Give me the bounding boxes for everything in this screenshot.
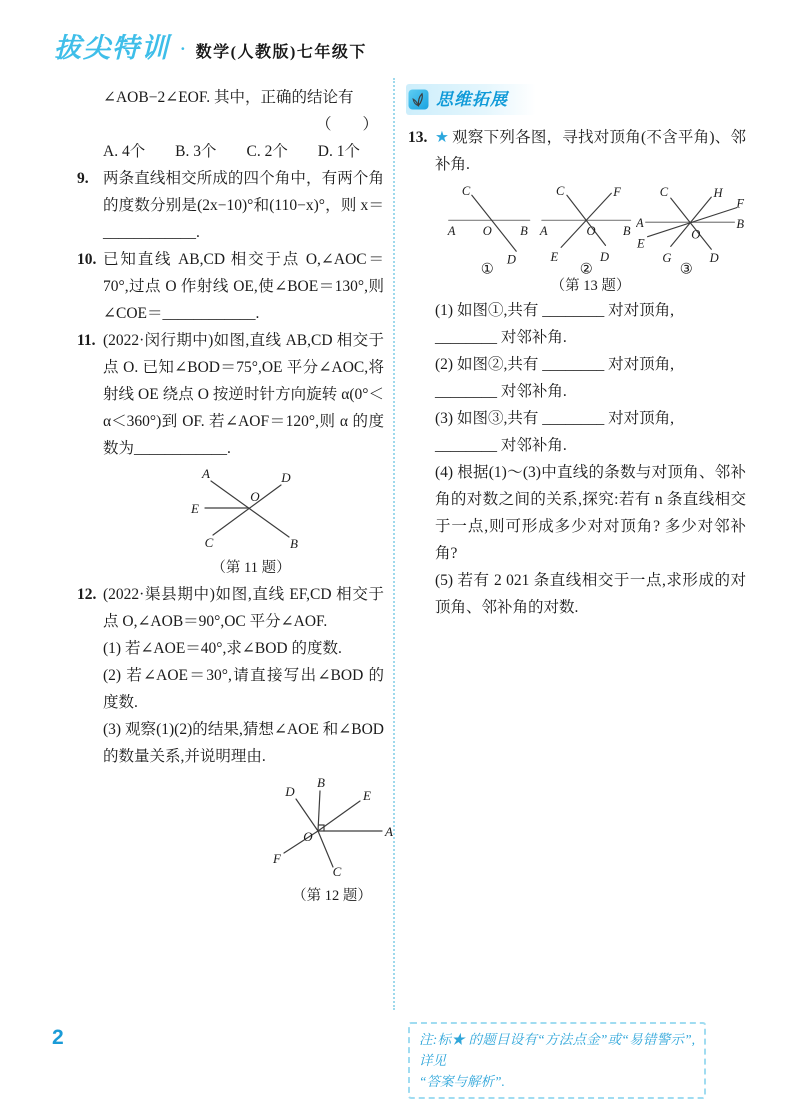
- label-C: C: [555, 184, 564, 199]
- label-D: D: [599, 249, 609, 264]
- label-O: O: [691, 227, 701, 242]
- figure-tag-2: ②: [579, 261, 593, 276]
- label-E: E: [191, 501, 199, 516]
- figure-q13-1: [439, 182, 536, 276]
- right-column: [408, 84, 746, 621]
- label-C: C: [659, 185, 669, 200]
- label-A: A: [202, 466, 210, 481]
- figure-q12-caption: （第 12 题）: [292, 888, 372, 904]
- figure-q13-2: [536, 182, 636, 276]
- question-13-text: 观察下列各图，寻找对顶角(不含平角)、邻补角.: [435, 129, 746, 173]
- label-H: H: [713, 186, 723, 201]
- book-subtitle: 数学(人教版)七年级下: [195, 44, 367, 61]
- figure-question-12: [262, 775, 402, 907]
- question-10: [77, 246, 384, 327]
- question-13-part1-line1: (1) 如图①,共有 ________ 对对顶角,: [435, 302, 674, 319]
- figure-q13-caption: （第 13 题）: [550, 278, 631, 294]
- question-10-text: 已知直线 AB,CD 相交于点 O,∠AOC＝70°,过点 O 作射线 OE,使∠BOE＝130°,则∠COE＝____________.: [103, 251, 384, 322]
- question-13-part5: (5) 若有 2 021 条直线相交于一点,求形成的对顶角、邻补角的对数.: [435, 572, 746, 616]
- option-b: B. 3个: [175, 143, 217, 160]
- question-9-text: 两条直线相交所成的四个角中，有两个角的度数分别是(2x−10)°和(110−x)°，则 x＝____________.: [103, 170, 384, 241]
- label-C: C: [204, 535, 214, 549]
- question-12-text: (2022·渠县期中)如图,直线 EF,CD 相交于点 O,∠AOB＝90°,OC 平分∠AOF.: [103, 586, 384, 630]
- label-O: O: [586, 223, 596, 238]
- question-12-part2: (2) 若∠AOE＝30°,请直接写出∠BOD 的度数.: [103, 667, 384, 711]
- label-D: D: [709, 250, 719, 265]
- line-CD: [472, 195, 516, 251]
- question-13: [408, 124, 746, 621]
- figure-question-11: [176, 465, 326, 579]
- label-C: C: [461, 184, 471, 199]
- label-F: F: [612, 185, 621, 200]
- label-E: E: [550, 249, 558, 264]
- question-13-part2-line2: ________ 对邻补角.: [435, 383, 567, 400]
- label-B: B: [736, 217, 745, 232]
- question-13-part2-line1: (2) 如图②,共有 ________ 对对顶角,: [435, 356, 674, 373]
- figure-q11-drawing: [181, 465, 321, 549]
- label-A: A: [635, 216, 644, 231]
- footnote-box: [408, 1022, 706, 1099]
- question-11: [77, 327, 384, 462]
- choice-options-row: [80, 138, 384, 165]
- figure-tag-1: ①: [480, 261, 494, 276]
- label-C: C: [332, 864, 342, 877]
- label-A: A: [447, 223, 456, 238]
- label-D: D: [506, 252, 516, 267]
- label-E: E: [363, 788, 371, 803]
- question-13-number: 13.: [408, 129, 428, 146]
- ray-OF: [284, 831, 318, 853]
- page-number: 2: [52, 1026, 64, 1049]
- ray-OC: [318, 831, 333, 867]
- question8-continuation: [80, 84, 384, 138]
- page-header: [54, 26, 367, 65]
- section-title: 思维拓展: [436, 90, 508, 109]
- footnote-line1: 注:标★ 的题目设有“方法点金”或“易错警示”,详见: [419, 1032, 695, 1068]
- question-11-text: (2022·闵行期中)如图,直线 AB,CD 相交于点 O. 已知∠BOD＝75°,OE 平分∠AOC,将射线 OE 绕点 O 按逆时针方向旋转 α(0°＜α＜360°)到 OF. 若∠AOF＝120°,则 α 的度数为____________.: [103, 332, 384, 457]
- brand-logo: 拔尖特训: [54, 33, 170, 63]
- question-12: [77, 581, 384, 770]
- ray-OD: [296, 799, 318, 831]
- label-B: B: [622, 223, 631, 238]
- label-A: A: [539, 223, 548, 238]
- label-O: O: [303, 829, 313, 844]
- question-13-part4: (4) 根据(1)～(3)中直线的条数与对顶角、邻补角的对数之间的关系,探究:若有 n 条直线相交于一点,则可形成多少对对顶角? 多少对邻补角?: [435, 464, 746, 562]
- logo-separator-dot: ·: [180, 39, 186, 58]
- label-F: F: [736, 196, 745, 211]
- question-13-part3-line2: ________ 对邻补角.: [435, 437, 567, 454]
- question-9-number: 9.: [77, 170, 89, 187]
- answer-bracket: （ ）: [315, 116, 378, 133]
- figure-q11-caption: （第 11 题）: [211, 560, 291, 576]
- section-header: [406, 84, 536, 115]
- question8-text: ∠AOB−2∠EOF. 其中，正确的结论有: [103, 89, 354, 106]
- figure-tag-3: ③: [679, 261, 693, 276]
- label-B: B: [520, 223, 528, 238]
- label-O: O: [250, 489, 260, 504]
- question-9: [77, 165, 384, 246]
- left-column: [77, 84, 393, 907]
- question-10-number: 10.: [77, 251, 97, 268]
- line-CD: [213, 485, 281, 535]
- figure-q13-3: [636, 182, 746, 276]
- question-12-number: 12.: [77, 586, 97, 603]
- label-G: G: [662, 250, 672, 265]
- label-D: D: [281, 470, 291, 485]
- label-E: E: [636, 236, 645, 251]
- question-12-part1: (1) 若∠AOE＝40°,求∠BOD 的度数.: [103, 640, 342, 657]
- option-a: A. 4个: [103, 143, 146, 160]
- label-B: B: [290, 536, 298, 549]
- question-13-part1-line2: ________ 对邻补角.: [435, 329, 567, 346]
- label-F: F: [273, 851, 281, 866]
- label-B: B: [317, 775, 325, 790]
- label-A: A: [385, 824, 393, 839]
- label-O: O: [482, 223, 492, 238]
- figure-q13-row: [439, 182, 746, 276]
- question-13-part3-line1: (3) 如图③,共有 ________ 对对顶角,: [435, 410, 674, 427]
- option-d: D. 1个: [317, 143, 360, 160]
- figure-q12-drawing: [266, 775, 398, 877]
- footnote-line2: “答案与解析”.: [419, 1074, 505, 1089]
- star-marker: ★: [435, 129, 450, 146]
- option-c: C. 2个: [246, 143, 288, 160]
- thinking-expansion-icon: [408, 89, 429, 110]
- question-11-number: 11.: [77, 332, 96, 349]
- question-12-part3: (3) 观察(1)(2)的结果,猜想∠AOE 和∠BOD 的数量关系,并说明理由.: [103, 721, 384, 765]
- label-D: D: [285, 784, 295, 799]
